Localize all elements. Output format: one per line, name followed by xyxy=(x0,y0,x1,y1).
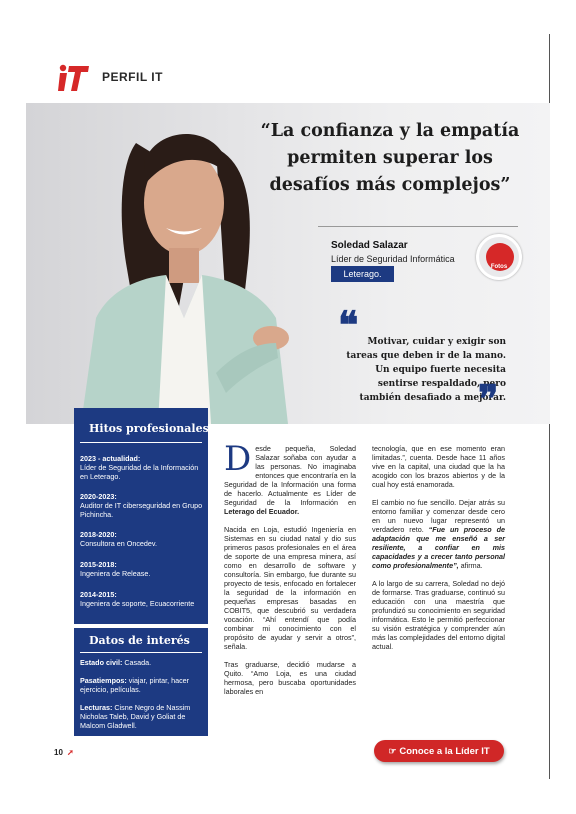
interests-divider xyxy=(80,652,202,653)
person-role: Líder de Seguridad Informática xyxy=(331,254,455,264)
paragraph: El cambio no fue sencillo. Dejar atrás su entorno familiar y comenzar desde cero en un nuevo lugar representó un verdadero reto. “Fue un proceso de adaptación que me enseñó a ser resiliente, a confiar en mis capacidades y a crecer tanto personal como profesionalmente”, afirma. xyxy=(372,498,505,570)
milestone-item: 2023 - actualidad: Líder de Seguridad de la Información en Leterago. xyxy=(80,454,199,481)
paragraph: Desde pequeña, Soledad Salazar soñaba con ayudar a las personas. No imaginaba entonces que encontraría en la Seguridad de la Información una forma de hacerlo. Actualmente es Líder de Seguridad de la Información en Leterago del Ecuador. xyxy=(224,439,356,516)
drop-cap: D xyxy=(224,439,252,479)
pull-quote: Motivar, cuidar y exigir son tareas que deben ir de la mano. Un equipo fuerte necesita sentirse respaldado, pero también desafiado a mejorar. xyxy=(346,337,506,403)
milestone-item: 2015-2018: Ingeniera de Release. xyxy=(80,560,151,578)
article-column-2 xyxy=(372,444,505,651)
interest-item: Estado civil: Casada. xyxy=(80,658,152,667)
paragraph: tecnología, que en ese momento eran limitadas.”, cuenta. Desde hace 11 años vive en la capital, una ciudad que la ha acogido con los brazos abiertos y de la cual hoy está enamorada. xyxy=(372,444,505,489)
milestones-divider xyxy=(80,442,202,443)
hand-pointer-icon: ☞ xyxy=(388,746,397,756)
quote-divider xyxy=(318,226,518,227)
paragraph: Nacida en Loja, estudió Ingeniería en Sistemas en su ciudad natal y dio sus primeros pasos profesionales en el área de soporte de una empresa minera, así como en desarrollo de software y consultoría. Sin embargo, fue durante su proyecto de tesis, enfocado en fortalecer la seguridad de la información en pequeñas empresas basadas en COBIT5, que descubrió su verdadera vocación. “Ahí entendí que podía combinar mi conocimiento con el propósito de ayudar y servir a otros”, señala. xyxy=(224,525,356,651)
paragraph: Tras graduarse, decidió mudarse a Quito. “Amo Loja, es una ciudad hermosa, pero buscaba oportunidades laborales en xyxy=(224,660,356,696)
photos-button[interactable] xyxy=(476,234,522,280)
interests-title: Datos de interés xyxy=(89,634,190,647)
open-quote-icon: ❝ xyxy=(338,302,359,347)
interest-item: Pasatiempos: viajar, pintar, hacer ejercicio, películas. xyxy=(80,676,190,694)
arrow-icon: ➚ xyxy=(67,748,74,757)
interest-item: Lecturas: Cisne Negro de Nassim Nicholas Taleb, David y Goliat de Malcom Gladwell. xyxy=(80,703,191,730)
photos-label: Fotos xyxy=(490,264,508,270)
company-tag: Leterago. xyxy=(331,266,394,282)
milestone-item: 2020-2023: Auditor de IT ciberseguridad en Grupo Pichincha. xyxy=(80,492,203,519)
headline-quote: “La confianza y la empatía permiten superar los desafíos más complejos” xyxy=(260,121,520,195)
paragraph: A lo largo de su carrera, Soledad no dejó de formarse. Tras graduarse, continuó su educación con una maestría que profundizó su conocimiento en seguridad informática. Esto le permitió perfeccionar su visión estratégica y comprender aún más las complejidades del entorno digital actual. xyxy=(372,579,505,651)
milestone-item: 2014-2015: Ingeniera de soporte, Ecuacorriente xyxy=(80,590,195,608)
page-number: 10 xyxy=(54,748,63,757)
it-logo-icon xyxy=(57,63,89,93)
cta-label: Conoce a la Líder IT xyxy=(399,746,490,757)
article-column-1 xyxy=(224,439,356,696)
close-quote-icon: ❞ xyxy=(478,376,499,421)
section-label: PERFIL IT xyxy=(102,70,163,84)
cta-button[interactable] xyxy=(374,740,504,762)
person-name: Soledad Salazar xyxy=(331,240,408,251)
milestone-item: 2018-2020: Consultora en Oncedev. xyxy=(80,530,157,548)
milestones-title: Hitos profesionales xyxy=(89,422,209,435)
